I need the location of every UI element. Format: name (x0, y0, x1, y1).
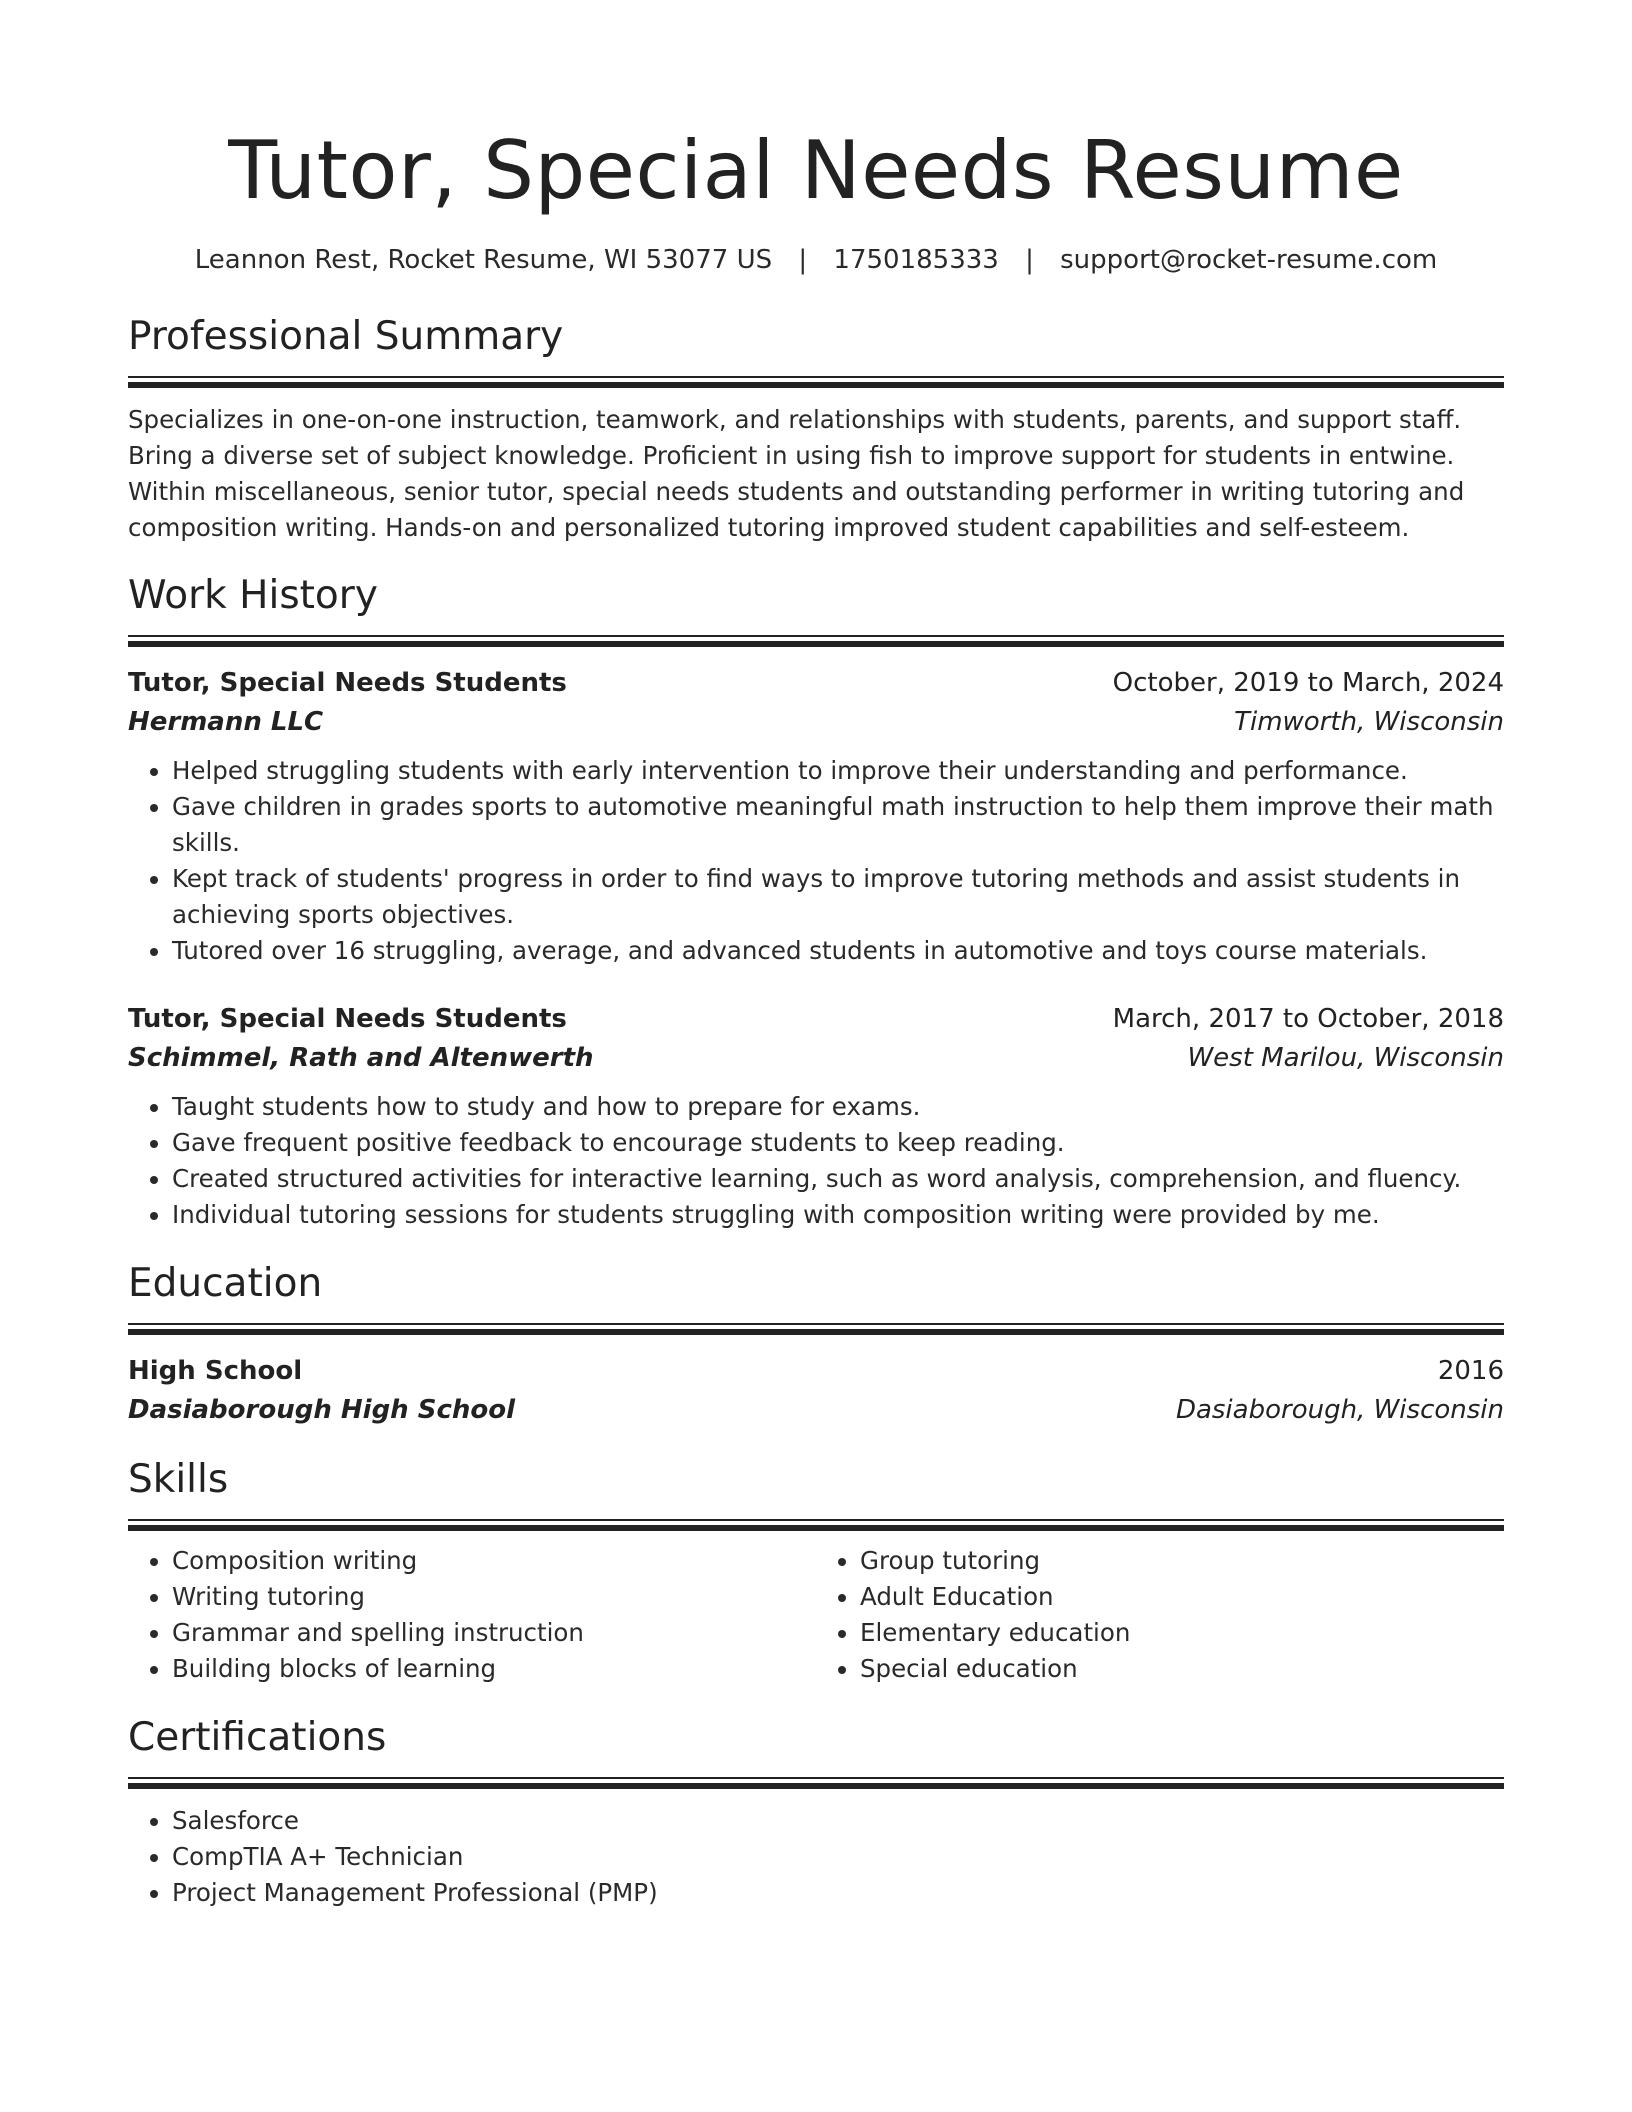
job-company-row (128, 703, 1504, 741)
certification-item: • Salesforce (172, 1803, 1504, 1839)
job-location: Timworth, Wisconsin (1234, 706, 1504, 737)
education-year: 2016 (1437, 1355, 1504, 1386)
resume-title: Tutor, Special Needs Resume (228, 124, 1404, 217)
work-history-section (128, 571, 1504, 1233)
contact-email: support@rocket-resume.com (1060, 245, 1438, 275)
skill-item: • Composition writing (172, 1543, 816, 1579)
certifications-heading: Certifications (128, 1714, 387, 1760)
certification-item: • Project Management Professional (PMP) (172, 1875, 1504, 1911)
work-history-heading: Work History (128, 572, 378, 618)
job-bullet: • Kept track of students' progress in order to find ways to improve tutoring methods and assist students in achieving sports objectives. (172, 861, 1504, 933)
job-dates: October, 2019 to March, 2024 (1112, 667, 1504, 698)
skill-item: • Group tutoring (860, 1543, 1504, 1579)
section-divider (128, 635, 1504, 647)
job-bullet: • Created structured activities for interactive learning, such as word analysis, comprehension, and fluency. (172, 1161, 1504, 1197)
certification-item: • CompTIA A+ Technician (172, 1839, 1504, 1875)
skill-item: • Special education (860, 1651, 1504, 1687)
contact-separator: | (798, 245, 808, 275)
job-title: Tutor, Special Needs Students (128, 1003, 567, 1034)
contact-phone: 1750185333 (833, 245, 999, 275)
job-bullets (128, 1089, 1504, 1233)
summary-section (128, 312, 1504, 546)
job-bullet: • Gave frequent positive feedback to encourage students to keep reading. (172, 1125, 1504, 1161)
skill-item: • Writing tutoring (172, 1579, 816, 1615)
education-degree: High School (128, 1355, 303, 1386)
job-dates: March, 2017 to October, 2018 (1112, 1003, 1504, 1034)
job-entry (128, 999, 1504, 1233)
job-bullet: • Gave children in grades sports to automotive meaningful math instruction to help them improve their math skills. (172, 789, 1504, 861)
section-divider (128, 1777, 1504, 1789)
education-header-row (128, 1351, 1504, 1391)
education-heading: Education (128, 1260, 323, 1306)
certifications-list (128, 1803, 1504, 1911)
summary-text: Specializes in one-on-one instruction, teamwork, and relationships with students, parents, and support staff. Bring a diverse set of subject knowledge. Proficient in using fish to improve support for students in entwine. Within miscellaneous, senior tutor, special needs students and outstanding performer in writing tutoring and composition writing. Hands-on and personalized tutoring improved student capabilities and self-esteem. (128, 405, 1465, 542)
section-divider (128, 1519, 1504, 1531)
job-company-row (128, 1039, 1504, 1077)
job-company: Schimmel, Rath and Altenwerth (128, 1042, 594, 1073)
contact-address: Leannon Rest, Rocket Resume, WI 53077 US (194, 245, 773, 275)
skills-section (128, 1455, 1504, 1687)
job-entry (128, 663, 1504, 969)
job-bullets (128, 753, 1504, 969)
education-section (128, 1259, 1504, 1429)
skills-heading: Skills (128, 1456, 229, 1502)
job-bullet: • Tutored over 16 struggling, average, and advanced students in automotive and toys course materials. (172, 933, 1504, 969)
skill-item: • Adult Education (860, 1579, 1504, 1615)
skills-list-left (128, 1543, 816, 1687)
job-header-row (128, 999, 1504, 1039)
job-bullet: • Individual tutoring sessions for students struggling with composition writing were provided by me. (172, 1197, 1504, 1233)
job-bullet: • Taught students how to study and how to prepare for exams. (172, 1089, 1504, 1125)
certifications-section (128, 1713, 1504, 1911)
education-school-row (128, 1391, 1504, 1429)
skill-item: • Elementary education (860, 1615, 1504, 1651)
job-header-row (128, 663, 1504, 703)
education-entry (128, 1351, 1504, 1429)
section-divider (128, 376, 1504, 388)
job-bullet: • Helped struggling students with early intervention to improve their understanding and performance. (172, 753, 1504, 789)
job-title: Tutor, Special Needs Students (128, 667, 567, 698)
job-company: Hermann LLC (128, 706, 324, 737)
section-divider (128, 1323, 1504, 1335)
summary-heading: Professional Summary (128, 314, 564, 359)
contact-line (128, 242, 1504, 278)
skill-item: • Building blocks of learning (172, 1651, 816, 1687)
skills-list-right (816, 1543, 1504, 1687)
job-location: West Marilou, Wisconsin (1187, 1042, 1504, 1073)
skills-columns (128, 1543, 1504, 1687)
education-location: Dasiaborough, Wisconsin (1175, 1394, 1504, 1425)
skill-item: • Grammar and spelling instruction (172, 1615, 816, 1651)
education-school: Dasiaborough High School (128, 1394, 516, 1425)
contact-separator: | (1025, 245, 1034, 275)
